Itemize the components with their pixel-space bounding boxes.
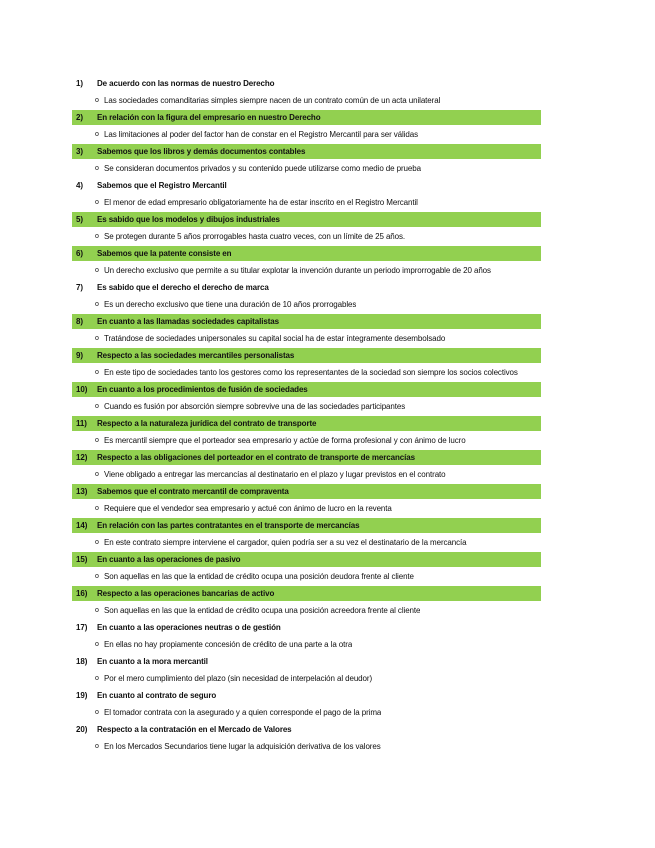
answer-text: Requiere que el vendedor sea empresario y actué con ánimo de lucro en la reventa bbox=[104, 504, 392, 513]
question-row bbox=[72, 722, 541, 737]
question-number: 18) bbox=[76, 657, 88, 666]
hollow-circle-bullet: o bbox=[95, 743, 99, 750]
question-list bbox=[72, 74, 541, 754]
question-number: 15) bbox=[76, 555, 88, 564]
answer-text: En ellas no hay propiamente concesión de crédito de una parte a la otra bbox=[104, 640, 353, 649]
answer-row bbox=[72, 501, 541, 516]
answer-text: En los Mercados Secundarios tiene lugar la adquisición derivativa de los valores bbox=[104, 742, 381, 751]
question-text: En cuanto a las operaciones de pasivo bbox=[97, 555, 241, 564]
answer-row bbox=[72, 399, 541, 414]
question-text: Es sabido que el derecho el derecho de marca bbox=[97, 283, 269, 292]
question-text: Respecto a las sociedades mercantiles personalistas bbox=[97, 351, 295, 360]
question-number: 12) bbox=[76, 453, 88, 462]
question-text: En cuanto a los procedimientos de fusión de sociedades bbox=[97, 385, 308, 394]
question-text: Respecto a las operaciones bancarias de activo bbox=[97, 589, 275, 598]
question-text: Sabemos que el contrato mercantil de compraventa bbox=[97, 487, 289, 496]
answer-text: Es mercantil siempre que el porteador sea empresario y actúe de forma profesional y con ánimo de lucro bbox=[104, 436, 466, 445]
answer-row bbox=[72, 433, 541, 448]
answer-text: Se protegen durante 5 años prorrogables hasta cuatro veces, con un límite de 25 años. bbox=[104, 232, 406, 241]
answer-row bbox=[72, 331, 541, 346]
answer-row bbox=[72, 739, 541, 754]
hollow-circle-bullet: o bbox=[95, 301, 99, 308]
hollow-circle-bullet: o bbox=[95, 709, 99, 716]
question-text: Respecto a la contratación en el Mercado de Valores bbox=[97, 725, 292, 734]
question-number: 4) bbox=[76, 181, 83, 190]
question-row bbox=[72, 382, 541, 397]
hollow-circle-bullet: o bbox=[95, 505, 99, 512]
question-text: En relación con la figura del empresario en nuestro Derecho bbox=[97, 113, 321, 122]
question-row bbox=[72, 110, 541, 125]
question-row bbox=[72, 144, 541, 159]
hollow-circle-bullet: o bbox=[95, 607, 99, 614]
answer-row bbox=[72, 603, 541, 618]
question-number: 8) bbox=[76, 317, 83, 326]
question-row bbox=[72, 552, 541, 567]
question-number: 19) bbox=[76, 691, 88, 700]
hollow-circle-bullet: o bbox=[95, 267, 99, 274]
question-text: De acuerdo con las normas de nuestro Derecho bbox=[97, 79, 275, 88]
question-row bbox=[72, 450, 541, 465]
answer-text: Las sociedades comanditarias simples siempre nacen de un contrato común de un acta unilateral bbox=[104, 96, 441, 105]
answer-text: En este tipo de sociedades tanto los gestores como los representantes de la sociedad son siempre los socios colectivos bbox=[104, 368, 518, 377]
question-row bbox=[72, 586, 541, 601]
question-row bbox=[72, 314, 541, 329]
question-number: 11) bbox=[76, 419, 87, 428]
answer-row bbox=[72, 195, 541, 210]
hollow-circle-bullet: o bbox=[95, 369, 99, 376]
question-row bbox=[72, 178, 541, 193]
question-row bbox=[72, 620, 541, 635]
hollow-circle-bullet: o bbox=[95, 335, 99, 342]
answer-text: Es un derecho exclusivo que tiene una duración de 10 años prorrogables bbox=[104, 300, 357, 309]
answer-row bbox=[72, 535, 541, 550]
answer-row bbox=[72, 161, 541, 176]
answer-text: Un derecho exclusivo que permite a su titular explotar la invención durante un periodo improrrogable de 20 años bbox=[104, 266, 491, 275]
answer-text: Son aquellas en las que la entidad de crédito ocupa una posición acreedora frente al cliente bbox=[104, 606, 421, 615]
hollow-circle-bullet: o bbox=[95, 675, 99, 682]
question-number: 3) bbox=[76, 147, 83, 156]
hollow-circle-bullet: o bbox=[95, 97, 99, 104]
hollow-circle-bullet: o bbox=[95, 403, 99, 410]
question-number: 20) bbox=[76, 725, 88, 734]
hollow-circle-bullet: o bbox=[95, 471, 99, 478]
hollow-circle-bullet: o bbox=[95, 131, 99, 138]
question-number: 6) bbox=[76, 249, 83, 258]
question-number: 17) bbox=[76, 623, 88, 632]
question-number: 16) bbox=[76, 589, 88, 598]
question-row bbox=[72, 76, 541, 91]
question-row bbox=[72, 416, 541, 431]
question-text: En cuanto a las operaciones neutras o de gestión bbox=[97, 623, 281, 632]
hollow-circle-bullet: o bbox=[95, 573, 99, 580]
hollow-circle-bullet: o bbox=[95, 165, 99, 172]
answer-row bbox=[72, 127, 541, 142]
question-text: En cuanto a las llamadas sociedades capitalistas bbox=[97, 317, 279, 326]
question-row bbox=[72, 484, 541, 499]
question-number: 5) bbox=[76, 215, 83, 224]
question-text: En cuanto a la mora mercantil bbox=[97, 657, 208, 666]
answer-text: Cuando es fusión por absorción siempre sobrevive una de las sociedades participantes bbox=[104, 402, 406, 411]
question-row bbox=[72, 348, 541, 363]
question-number: 14) bbox=[76, 521, 88, 530]
answer-row bbox=[72, 705, 541, 720]
answer-text: Las limitaciones al poder del factor han de constar en el Registro Mercantil para ser válidas bbox=[104, 130, 418, 139]
question-text: En cuanto al contrato de seguro bbox=[97, 691, 217, 700]
question-text: Respecto a la naturaleza jurídica del contrato de transporte bbox=[97, 419, 317, 428]
question-number: 9) bbox=[76, 351, 83, 360]
hollow-circle-bullet: o bbox=[95, 437, 99, 444]
question-text: Sabemos que los libros y demás documentos contables bbox=[97, 147, 306, 156]
answer-text: En este contrato siempre interviene el cargador, quien podría ser a su vez el destinatario de la mercancía bbox=[104, 538, 467, 547]
question-text: Sabemos que el Registro Mercantil bbox=[97, 181, 227, 190]
question-row bbox=[72, 688, 541, 703]
question-number: 7) bbox=[76, 283, 83, 292]
question-text: En relación con las partes contratantes en el transporte de mercancías bbox=[97, 521, 360, 530]
question-row bbox=[72, 212, 541, 227]
hollow-circle-bullet: o bbox=[95, 641, 99, 648]
answer-row bbox=[72, 671, 541, 686]
question-number: 2) bbox=[76, 113, 83, 122]
answer-text: Viene obligado a entregar las mercancías al destinatario en el plazo y lugar previstos en el contrato bbox=[104, 470, 446, 479]
question-row bbox=[72, 280, 541, 295]
question-row bbox=[72, 246, 541, 261]
answer-row bbox=[72, 93, 541, 108]
answer-row bbox=[72, 467, 541, 482]
hollow-circle-bullet: o bbox=[95, 233, 99, 240]
answer-row bbox=[72, 297, 541, 312]
answer-text: El tomador contrata con la asegurado y a quien corresponde el pago de la prima bbox=[104, 708, 382, 717]
question-text: Sabemos que la patente consiste en bbox=[97, 249, 232, 258]
question-text: Respecto a las obligaciones del porteador en el contrato de transporte de mercancías bbox=[97, 453, 415, 462]
question-text: Es sabido que los modelos y dibujos industriales bbox=[97, 215, 280, 224]
answer-row bbox=[72, 637, 541, 652]
answer-text: Son aquellas en las que la entidad de crédito ocupa una posición deudora frente al cliente bbox=[104, 572, 414, 581]
answer-text: Por el mero cumplimiento del plazo (sin necesidad de interpelación al deudor) bbox=[104, 674, 373, 683]
answer-text: Tratándose de sociedades unipersonales su capital social ha de estar íntegramente desembolsado bbox=[104, 334, 446, 343]
answer-text: Se consideran documentos privados y su contenido puede utilizarse como medio de prueba bbox=[104, 164, 421, 173]
answer-row bbox=[72, 263, 541, 278]
answer-row bbox=[72, 365, 541, 380]
hollow-circle-bullet: o bbox=[95, 539, 99, 546]
question-number: 1) bbox=[76, 79, 83, 88]
question-row bbox=[72, 654, 541, 669]
answer-text: El menor de edad empresario obligatoriamente ha de estar inscrito en el Registro Mercantil bbox=[104, 198, 418, 207]
answer-row bbox=[72, 229, 541, 244]
question-row bbox=[72, 518, 541, 533]
answer-row bbox=[72, 569, 541, 584]
hollow-circle-bullet: o bbox=[95, 199, 99, 206]
question-number: 10) bbox=[76, 385, 88, 394]
question-number: 13) bbox=[76, 487, 88, 496]
